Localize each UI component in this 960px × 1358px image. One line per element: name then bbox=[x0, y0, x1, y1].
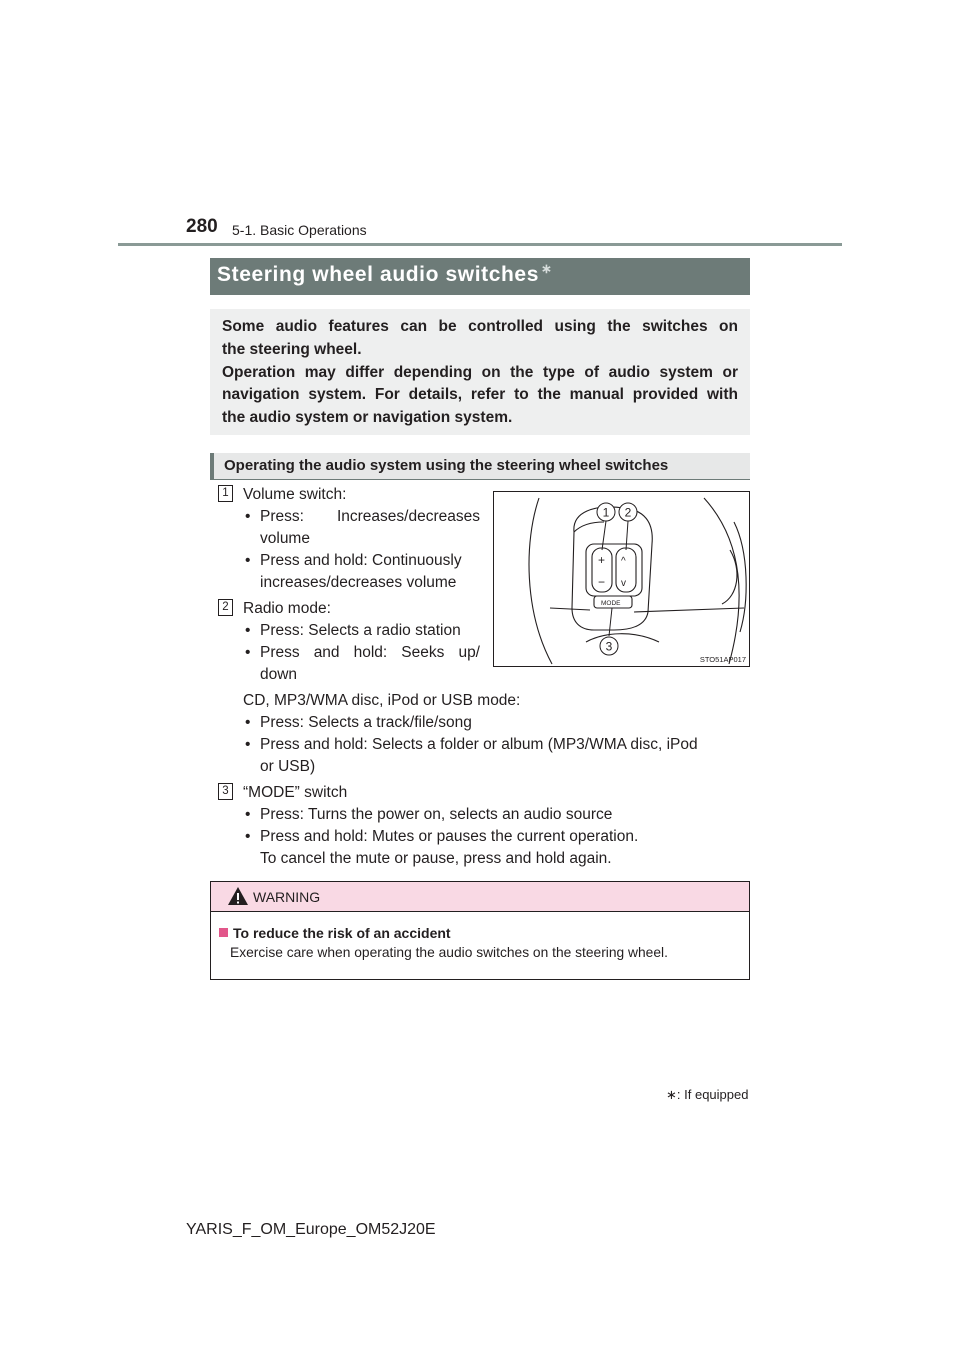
intro-line: Operation may differ depending on the type of audio system or bbox=[222, 364, 738, 381]
footnote-text: : If equipped bbox=[676, 1087, 749, 1102]
section-title-bar bbox=[210, 258, 750, 295]
warning-label: WARNING bbox=[253, 889, 321, 905]
section-label: 5-1. Basic Operations bbox=[232, 222, 367, 238]
warning-header bbox=[211, 882, 749, 912]
item-label: “MODE” switch bbox=[243, 784, 348, 801]
callout-2: 2 bbox=[624, 505, 632, 520]
bullet-text: increases/decreases volume bbox=[260, 574, 457, 591]
bullet-dot: • bbox=[245, 736, 251, 753]
warning-box bbox=[210, 881, 750, 980]
bullet-dot: • bbox=[245, 714, 251, 731]
item-number-3: 3 bbox=[218, 783, 233, 800]
bullet-text: down bbox=[260, 666, 298, 683]
bullet-dot: • bbox=[245, 806, 251, 823]
chevron-up-icon: ^ bbox=[621, 556, 626, 567]
steering-wheel-figure bbox=[493, 491, 750, 667]
if-equipped-marker: ∗ bbox=[540, 261, 553, 276]
steering-wheel-illustration bbox=[494, 492, 749, 666]
item-label: Radio mode: bbox=[243, 600, 331, 617]
chevron-down-icon: v bbox=[621, 578, 626, 589]
bullet-dot: • bbox=[245, 508, 251, 525]
bullet-text: Press and hold: Continuously bbox=[260, 552, 462, 569]
figure-code: STO51AP017 bbox=[699, 655, 746, 664]
intro-box bbox=[210, 309, 750, 435]
intro-line: the steering wheel. bbox=[222, 341, 362, 358]
document-id: YARIS_F_OM_Europe_OM52J20E bbox=[186, 1221, 436, 1238]
item-number-2: 2 bbox=[218, 599, 233, 616]
bullet-text: To cancel the mute or pause, press and hold again. bbox=[260, 850, 612, 867]
bullet-dot: • bbox=[245, 552, 251, 569]
subsection-title: Operating the audio system using the steering wheel switches bbox=[224, 457, 669, 474]
footnote bbox=[666, 1087, 748, 1103]
bullet-text: Press and hold: Selects a folder or album (MP3/WMA disc, iPod bbox=[260, 736, 698, 753]
bullet-text: Press: Turns the power on, selects an audio source bbox=[260, 806, 613, 823]
bullet-text: Press: Selects a radio station bbox=[260, 622, 461, 639]
bullet-text: Press and hold: Seeks up/ bbox=[260, 644, 480, 661]
header-rule bbox=[118, 243, 842, 246]
bullet-dot: • bbox=[245, 622, 251, 639]
bullet-text: Press: Selects a track/file/song bbox=[260, 714, 472, 731]
section-title: Steering wheel audio switches bbox=[217, 263, 539, 286]
bullet-text: Press: Increases/decreases bbox=[260, 508, 480, 525]
square-bullet-icon bbox=[219, 928, 228, 937]
warning-triangle-icon bbox=[227, 886, 249, 906]
callout-1: 1 bbox=[602, 505, 610, 520]
bullet-text: volume bbox=[260, 530, 310, 547]
plus-icon: + bbox=[598, 553, 606, 567]
item-label: CD, MP3/WMA disc, iPod or USB mode: bbox=[243, 692, 521, 709]
minus-icon: − bbox=[598, 575, 606, 589]
intro-line: navigation system. For details, refer to the manual provided with bbox=[222, 386, 738, 403]
warning-item-title bbox=[219, 925, 451, 941]
item-number-1: 1 bbox=[218, 485, 233, 502]
intro-line: Some audio features can be controlled using the switches on bbox=[222, 318, 738, 335]
intro-line: the audio system or navigation system. bbox=[222, 409, 513, 426]
bullet-dot: • bbox=[245, 828, 251, 845]
mode-button-label: MODE bbox=[601, 600, 621, 607]
bullet-text: Press and hold: Mutes or pauses the current operation. bbox=[260, 828, 639, 845]
warning-item-title-text: To reduce the risk of an accident bbox=[233, 925, 451, 941]
bullet-text: or USB) bbox=[260, 758, 316, 775]
item-label: Volume switch: bbox=[243, 486, 347, 503]
warning-item-body: Exercise care when operating the audio switches on the steering wheel. bbox=[230, 945, 668, 960]
callout-3: 3 bbox=[605, 639, 613, 654]
footnote-marker: ∗ bbox=[666, 1087, 677, 1102]
page-number: 280 bbox=[186, 216, 218, 237]
subsection-bar bbox=[210, 453, 750, 480]
bullet-dot: • bbox=[245, 644, 251, 661]
